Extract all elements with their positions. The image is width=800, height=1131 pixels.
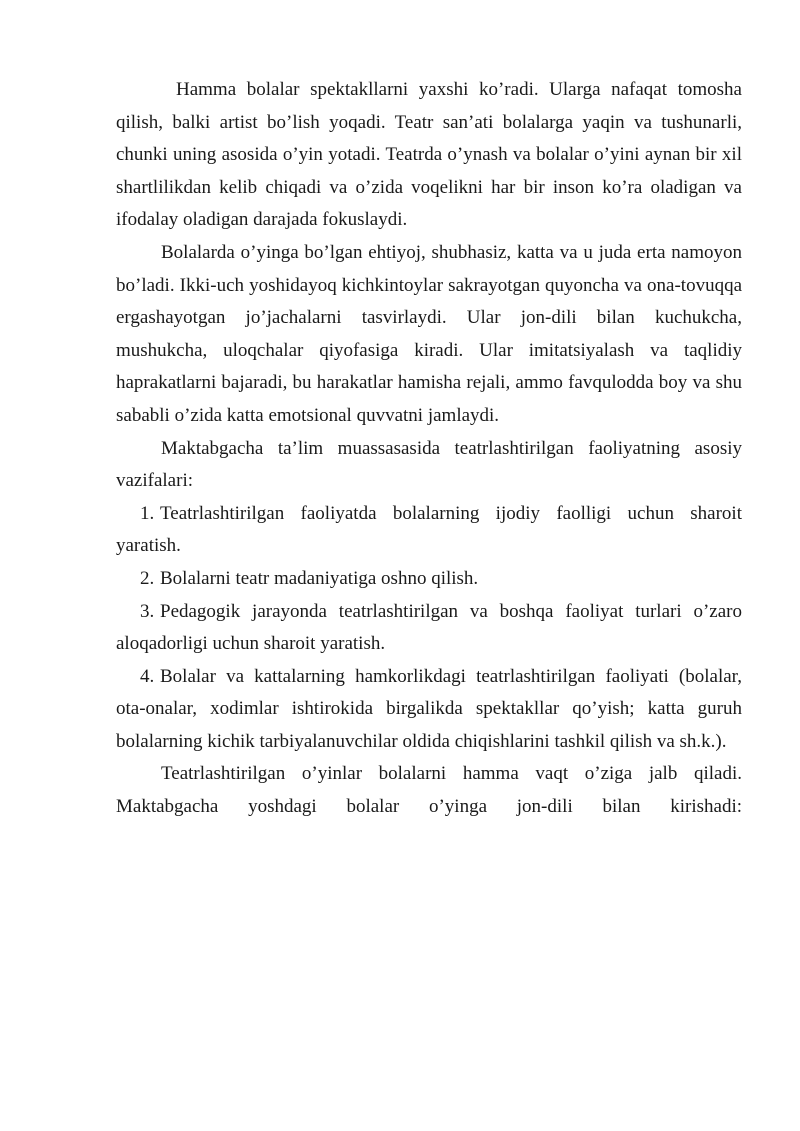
list-number: 2.	[140, 567, 155, 589]
list-text: Bolalar va kattalarning hamkorlikdagi teatrlashtirilgan faoliyati (bolalar, ota-onalar, xodimlar ishtirokida birgalikda spektakllar qo’yish; katta guruh bolalarning kichik tarbiyalanuvchilar oldida chiqishlarini tashkil qilish va sh.k.).	[116, 665, 742, 752]
list-number: 3.	[140, 600, 155, 622]
list-item	[116, 661, 742, 759]
list-item	[116, 596, 742, 661]
paragraph-closing: Teatrlashtirilgan o’yinlar bolalarni hamma vaqt o’ziga jalb qiladi. Maktabgacha yoshdagi bolalar o’yinga jon-dili bilan kirishadi:	[116, 763, 742, 818]
paragraph-intro: Hamma bolalar spektakllarni yaxshi ko’radi. Ularga nafaqat tomosha qilish, balki artist bo’lish yoqadi. Teatr san’ati bolalarga yaqin va tushunarli, chunki uning asosida o’yin yotadi. Teatrda o’ynash va bolalar o’yini aynan bir xil shartlilikdan kelib chiqadi va o’zida voqelikni har bir inson ko’ra oladigan va ifodalay oladigan darajada fokuslaydi.	[116, 79, 742, 231]
list-text: Teatrlashtirilgan faoliyatda bolalarning ijodiy faolligi uchun sharoit yaratish.	[116, 502, 742, 557]
list-text: Pedagogik jarayonda teatrlashtirilgan va boshqa faoliyat turlari o’zaro aloqadorligi uchun sharoit yaratish.	[116, 600, 742, 655]
list-text: Bolalarni teatr madaniyatiga oshno qilish.	[160, 567, 479, 589]
paragraph-tasks-heading: Maktabgacha ta’lim muassasasida teatrlashtirilgan faoliyatning asosiy vazifalari:	[116, 437, 742, 492]
list-number: 1.	[140, 502, 155, 524]
list-item	[116, 498, 742, 563]
paragraph-play-need: Bolalarda o’yinga bo’lgan ehtiyoj, shubhasiz, katta va u juda erta namoyon bo’ladi. Ikki-uch yoshidayoq kichkintoylar sakrayotgan quyoncha va ona-tovuqqa ergashayotgan jo’jachalarni tasvirlaydi. Ular jon-dili bilan kuchukcha, mushukcha, uloqchalar qiyofasiga kiradi. Ular imitatsiyalash va taqlidiy haprakatlarni bajaradi, bu harakatlar hamisha rejali, ammo favqulodda boy va shu sababli o’zida katta emotsional quvvatni jamlaydi.	[116, 241, 742, 426]
document-body	[116, 74, 742, 824]
list-number: 4.	[140, 665, 155, 687]
list-item	[116, 563, 742, 596]
